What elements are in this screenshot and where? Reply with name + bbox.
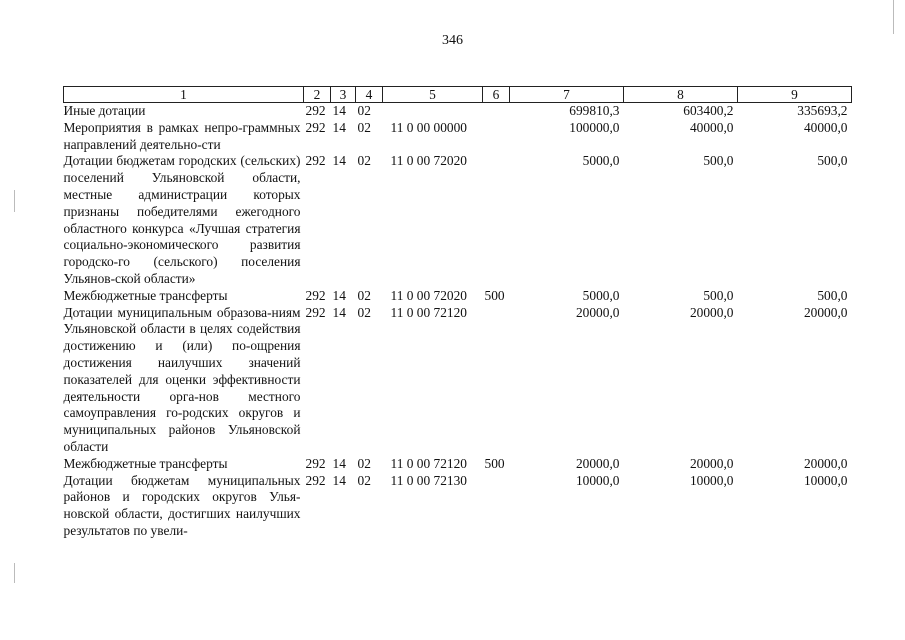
row-expense-type — [483, 103, 510, 120]
row-ministry-code: 292 — [305, 103, 326, 118]
row-amount-9: 20000,0 — [803, 304, 848, 320]
page-number: 346 — [442, 33, 463, 48]
column-header-4: 4 — [356, 87, 383, 103]
row-expense-type: 500 — [484, 455, 505, 471]
row-amount-9: 40000,0 — [803, 119, 848, 135]
table-row — [64, 153, 852, 287]
scan-edge-mark — [893, 0, 894, 34]
row-expense-type: 500 — [484, 287, 505, 303]
row-expense-type — [483, 153, 510, 287]
row-ministry-code: 292 — [305, 472, 326, 488]
row-amount-7: 20000,0 — [575, 304, 620, 320]
scan-edge-mark — [14, 563, 15, 583]
row-target-code: 11 0 00 72020 — [390, 153, 467, 169]
row-subsection-code: 02 — [357, 103, 371, 118]
row-section-code: 14 — [332, 304, 346, 320]
row-name: Межбюджетные трансферты — [63, 287, 228, 303]
column-header-8: 8 — [624, 87, 738, 103]
row-name: Дотации бюджетам муниципальных районов и городских округов Улья-новской области, достигших наилучших результатов по увели- — [63, 472, 301, 538]
row-subsection-code: 02 — [357, 455, 371, 471]
row-ministry-code: 292 — [305, 287, 326, 303]
column-header-7: 7 — [510, 87, 624, 103]
table-row — [64, 120, 852, 154]
row-subsection-code: 02 — [357, 472, 371, 488]
table-row — [64, 456, 852, 473]
row-amount-7: 10000,0 — [575, 472, 620, 488]
row-amount-9: 10000,0 — [803, 472, 848, 488]
column-header-6: 6 — [483, 87, 510, 103]
table-row — [64, 473, 852, 540]
row-expense-type — [483, 120, 510, 154]
row-ministry-code: 292 — [305, 119, 326, 135]
row-amount-8: 20000,0 — [689, 455, 734, 471]
row-amount-8: 500,0 — [703, 153, 734, 169]
row-target-code — [383, 103, 483, 120]
column-header-1: 1 — [64, 87, 304, 103]
row-section-code: 14 — [332, 103, 346, 118]
table-row — [64, 103, 852, 120]
row-amount-8: 40000,0 — [689, 119, 734, 135]
row-amount-7: 20000,0 — [575, 455, 620, 471]
column-header-9: 9 — [738, 87, 852, 103]
row-ministry-code: 292 — [305, 153, 326, 169]
row-target-code: 11 0 00 72120 — [390, 304, 467, 320]
column-header-2: 2 — [304, 87, 331, 103]
row-subsection-code: 02 — [357, 304, 371, 320]
row-section-code: 14 — [332, 472, 346, 488]
row-amount-7: 699810,3 — [569, 103, 620, 118]
row-amount-7: 5000,0 — [582, 153, 620, 169]
row-target-code: 11 0 00 72130 — [390, 472, 467, 488]
row-section-code: 14 — [332, 119, 346, 135]
row-name: Дотации бюджетам городских (сельских) поселений Ульяновской области, местные администрации которых признаны победителями ежегодного областного конкурса «Лучшая стратегия социально-экономического развития городско-го (сельского) поселения Ульянов-ской области» — [63, 153, 301, 286]
column-header-5: 5 — [383, 87, 483, 103]
row-expense-type — [483, 473, 510, 540]
row-section-code: 14 — [332, 153, 346, 169]
table-row — [64, 305, 852, 456]
row-target-code: 11 0 00 72020 — [390, 287, 467, 303]
row-name: Иные дотации — [63, 103, 146, 118]
row-subsection-code: 02 — [357, 287, 371, 303]
row-expense-type — [483, 305, 510, 456]
row-amount-9: 500,0 — [817, 287, 848, 303]
table-header-row — [64, 87, 852, 103]
row-name: Межбюджетные трансферты — [63, 455, 228, 471]
row-amount-7: 5000,0 — [582, 287, 620, 303]
row-ministry-code: 292 — [305, 304, 326, 320]
row-amount-8: 10000,0 — [689, 472, 734, 488]
row-subsection-code: 02 — [357, 153, 371, 169]
row-amount-9: 20000,0 — [803, 455, 848, 471]
scan-edge-mark — [14, 190, 15, 212]
row-subsection-code: 02 — [357, 119, 371, 135]
row-amount-9: 500,0 — [817, 153, 848, 169]
row-amount-8: 20000,0 — [689, 304, 734, 320]
table-row — [64, 288, 852, 305]
row-name: Дотации муниципальным образова-ниям Ульяновской области в целях содействия достижению и (или) по-ощрения достижения наилучших значений показателей для оценки эффективности деятельности орга-нов местного самоуправления го-родских округов и муниципальных районов Ульяновской области — [63, 304, 301, 454]
row-name: Мероприятия в рамках непро-граммных направлений деятельно-сти — [63, 119, 301, 152]
budget-table — [63, 86, 852, 540]
row-section-code: 14 — [332, 287, 346, 303]
row-amount-7: 100000,0 — [569, 119, 620, 135]
row-amount-9: 335693,2 — [797, 103, 848, 118]
row-section-code: 14 — [332, 455, 346, 471]
row-amount-8: 603400,2 — [683, 103, 734, 118]
column-header-3: 3 — [331, 87, 356, 103]
row-amount-8: 500,0 — [703, 287, 734, 303]
row-ministry-code: 292 — [305, 455, 326, 471]
row-target-code: 11 0 00 00000 — [390, 119, 467, 135]
row-target-code: 11 0 00 72120 — [390, 455, 467, 471]
